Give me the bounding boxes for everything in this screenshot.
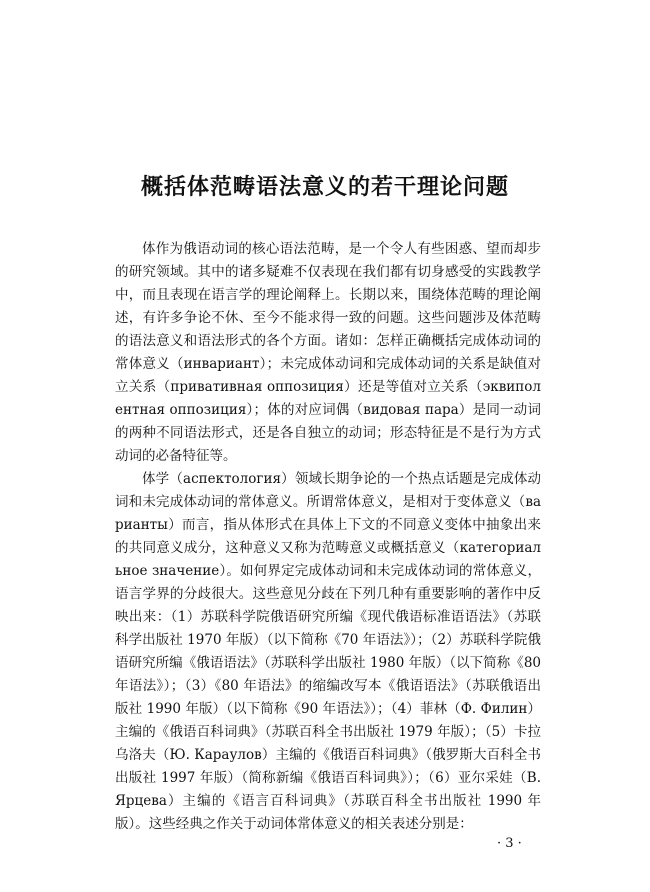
paragraph-1: 体作为俄语动词的核心语法范畴，是一个令人有些困惑、望而却步的研究领域。其中的诸多疑难不仅表现在我们都有切身感受的实践教学中，而且表现在语言学的理论阐释上。长期以来，围绕体范畴的理论阐述，有许多争论不休、至今不能求得一致的问题。这些问题涉及体范畴的语法意义和语法形式的各个方面。诸如：怎样正确概括完成体动词的常体意义（инвариант）；未完成体动词和完成体动词的关系是缺值对立关系（привативная оппозиция）还是等值对立关系（эквиполентная оппозиция）；体的对应词偶（видовая пара）是同一动词的两种不同语法形式，还是各自独立的动词；形态特征是不是行为方式动词的必备特征等。: [115, 241, 541, 464]
body-text: [115, 238, 541, 836]
page-number: · 3 ·: [497, 836, 522, 851]
paragraph-2: 体学（аспектология）领域长期争论的一个热点话题是完成体动词和未完成体动词的常体意义。所谓常体意义，是相对于变体意义（варианты）而言，指从体形式在具体上下文的不同意义变体中抽象出来的共同意义成分，这种意义又称为范畴意义或概括意义（категориальное значение）。如何界定完成体动词和未完成体动词的常体意义，语言学界的分歧很大。这些意见分歧在下列几种有重要影响的著作中反映出来：（1）苏联科学院俄语研究所编《现代俄语标准语语法》（苏联科学出版社 1970 年版）（以下简称《70 年语法》）；（2）苏联科学院俄语研究所编《俄语语法》（苏联科学出版社 1980 年版）（以下简称《80 年语法》）；（3）《80 年语法》的缩编改写本《俄语语法》（苏联俄语出版社 1990 年版）（以下简称《90 年语法》）；（4）菲林（Ф. Филин）主编的《俄语百科词典》（苏联百科全书出版社 1979 年版）；（5）卡拉乌洛夫（Ю. Караулов）主编的《俄语百科词典》（俄罗斯大百科全书出版社 1997 年版）（简称新编《俄语百科词典》）；（6）亚尔采娃（В. Ярцева）主编的《语言百科词典》（苏联百科全书出版社 1990 年版）。这些经典之作关于动词体常体意义的相关表述分别是：: [115, 471, 541, 832]
page-title: 概括体范畴语法意义的若干理论问题: [140, 174, 509, 200]
